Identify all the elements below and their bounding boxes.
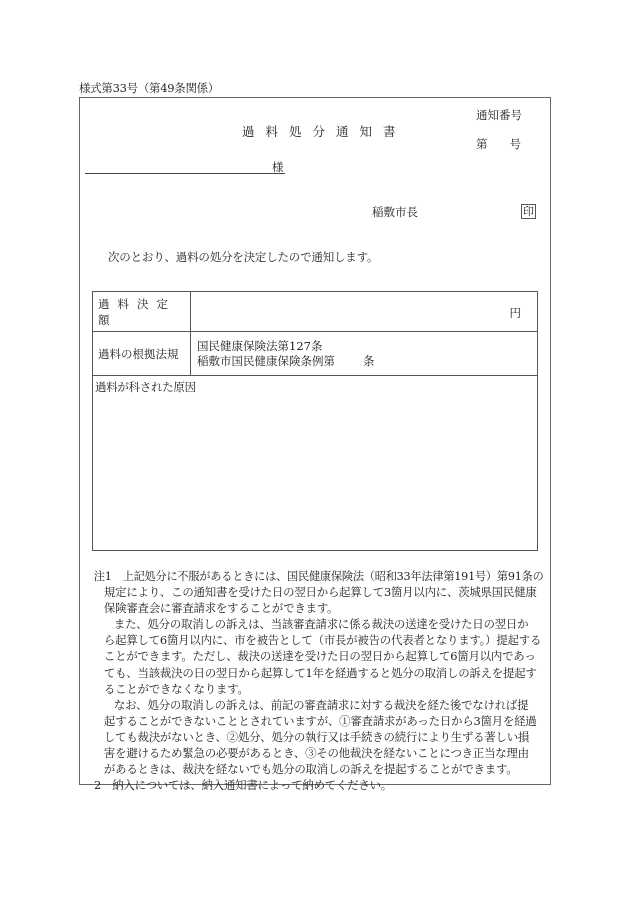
seal-icon: 印	[523, 205, 534, 218]
note-line: があるときは、裁決を経ないでも処分の取消しの訴えを提起することができます。	[103, 762, 518, 777]
note-line: 起することができないこととされていますが、①審査請求があった日から3箇月を経過	[103, 713, 537, 728]
basis-law-city	[197, 353, 375, 369]
note-line: ことができます。ただし、裁決の送達を受けた日の翌日から起算して6箇月以内であっ	[103, 649, 536, 664]
notice-number-field[interactable]	[476, 136, 521, 152]
document-title: 過料処分通知書	[242, 124, 407, 139]
note-line: 2 納入については、納入通知書によって納めてください。	[93, 778, 393, 793]
basis-law-city-suffix: 条	[363, 354, 375, 368]
intro-text: 次のとおり、過料の処分を決定したので通知します。	[108, 250, 379, 264]
amount-field[interactable]	[191, 292, 537, 331]
issuer-name: 稲敷市長	[372, 205, 418, 219]
cause-row[interactable]	[93, 376, 537, 550]
notice-number-label: 通知番号	[476, 108, 522, 122]
basis-row	[93, 332, 537, 376]
notice-number-suffix: 号	[509, 137, 521, 151]
amount-label: 過料決定額	[93, 292, 191, 331]
basis-law-national: 国民健康保険法第127条	[197, 339, 323, 353]
note-line: 注1 上記処分に不服があるときには、国民健康保険法（昭和33年法律第191号）第91条の	[93, 569, 544, 583]
amount-row	[93, 292, 537, 332]
form-number-label: 様式第33号（第49条関係）	[79, 81, 220, 95]
cause-label: 過料が科された原因	[95, 380, 196, 394]
basis-law-city-prefix: 稲敷市国民健康保険条例第	[197, 354, 335, 368]
note-line: また、処分の取消しの訴えは、当該審査請求に係る裁決の送達を受けた日の翌日か	[113, 617, 529, 632]
note-line: 害を避けるため緊急の必要があるとき、③その他裁決を経ないことにつき正当な理由	[103, 746, 529, 761]
note-line: なお、処分の取消しの訴えは、前記の審査請求に対する裁決を経た後でなければ提	[113, 697, 529, 712]
addressee-honorific: 様	[272, 160, 284, 174]
note-line: ら起算して6箇月以内に、市を被告として（市長が被告の代表者となります。）提起する	[103, 633, 542, 648]
penalty-table	[92, 291, 538, 551]
note-line: しても裁決がないとき、②処分、処分の執行又は手続きの続行により生ずる著しい損	[103, 729, 530, 744]
notes-section	[86, 568, 546, 793]
note-line: ることができなくなります。	[103, 681, 249, 696]
note-line: 規定により、この通知書を受けた日の翌日から起算して3箇月以内に、茨城県国民健康	[103, 585, 537, 600]
note-line: 保険審査会に審査請求をすることができます。	[103, 601, 339, 616]
notice-number-prefix: 第	[476, 137, 488, 151]
amount-unit: 円	[509, 306, 521, 320]
note-line: ても、当該裁決の日の翌日から起算して1年を経過すると処分の取消しの訴えを提起す	[103, 665, 537, 680]
addressee-name-field[interactable]	[85, 173, 285, 174]
basis-label: 過料の根拠法規	[93, 332, 191, 375]
basis-field[interactable]	[191, 332, 537, 375]
